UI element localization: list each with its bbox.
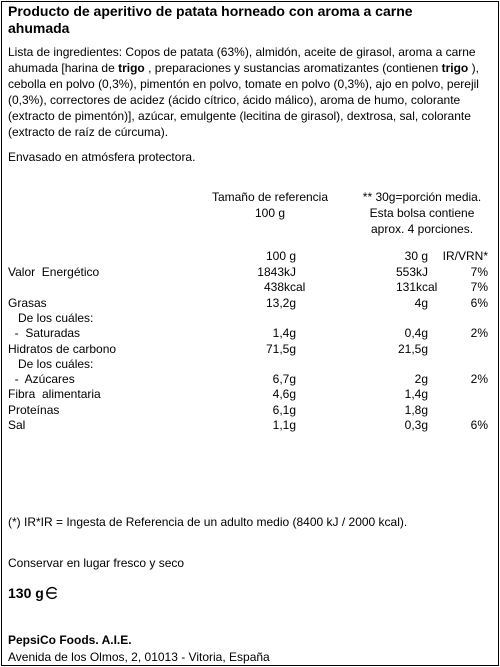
nutrient-label: Valor Energético xyxy=(8,265,100,279)
reference-size-title: Tamaño de referencia xyxy=(211,190,329,204)
col-header-ir: IR/VRN* xyxy=(442,249,488,263)
nutrient-label: De los cuáles: xyxy=(8,356,94,371)
portion-note-3: aprox. 4 porciones. xyxy=(370,222,474,236)
value-ir-vrn: 6% xyxy=(470,418,488,432)
company-name: PepsiCo Foods. A.I.E. xyxy=(8,633,132,647)
estimated-sign-icon xyxy=(45,586,59,600)
portion-note-1: ** 30g=porción media. xyxy=(362,190,482,204)
unit-100g: kcal xyxy=(284,280,306,295)
value-ir-vrn: 2% xyxy=(470,372,488,387)
nutrient-label: Grasas xyxy=(8,295,47,310)
packaging-note: Envasado en atmósfera protectora. xyxy=(8,150,196,164)
value-30g: 4g xyxy=(414,295,428,310)
nutrient-label: Sal xyxy=(8,418,26,432)
allergen-wheat-2: trigo xyxy=(441,61,469,75)
value-100g: 438 xyxy=(263,280,284,295)
value-30g: 1,8g xyxy=(404,402,428,417)
company-address: Avenida de los Olmos, 2, 01013 - Vitoria, España xyxy=(8,650,270,664)
nutrient-label: - Azúcares xyxy=(8,372,75,387)
value-ir-vrn: 6% xyxy=(470,295,488,310)
value-100g: 6,1g xyxy=(272,402,296,417)
value-ir-vrn: 7% xyxy=(470,265,488,279)
nutrient-label: De los cuáles: xyxy=(8,310,94,325)
net-weight xyxy=(8,584,59,602)
value-30g: 2g xyxy=(414,372,428,387)
net-weight-value: 130 g xyxy=(8,585,44,601)
value-100g: 1,1g xyxy=(272,418,296,432)
product-title-line1: Producto de aperitivo de patata horneado con aroma a carne xyxy=(8,3,413,19)
product-title-line2: ahumada xyxy=(8,20,70,36)
nutrient-label: - Saturadas xyxy=(8,326,81,341)
value-30g: 1,4g xyxy=(404,387,428,402)
allergen-wheat-1: trigo xyxy=(118,61,145,75)
portion-note-2: Esta bolsa contiene xyxy=(369,206,475,220)
value-100g: 4,6g xyxy=(272,387,296,402)
ir-footnote: (*) IR*IR = Ingesta de Referencia de un adulto medio (8400 kJ / 2000 kcal). xyxy=(8,515,408,529)
nutrient-label: Fibra alimentaria xyxy=(8,387,101,402)
value-100g: 13,2g xyxy=(265,295,296,310)
value-30g: 0,4g xyxy=(404,326,428,341)
unit-30g: kcal xyxy=(416,280,438,295)
ingredients-text-1: Lista de ingredientes: Copos de patata (63%), almidón, aceite de girasol, aroma a carne ahumada [harina de xyxy=(8,45,476,75)
value-30g: 0,3g xyxy=(404,418,428,432)
ingredients-text-2: , preparaciones y sustancias aromatizantes (contienen xyxy=(144,61,442,75)
col-header-30g: 30 g xyxy=(404,249,428,263)
col-header-100g: 100 g xyxy=(265,249,296,263)
ingredients-text-3: ), cebolla en polvo (0,3%), pimentón en polvo, tomate en polvo (0,3%), ajo en polvo, perejil (0,3%), correctores de acidez (ácido cítrico, ácido málico), aroma de humo, colorante (extracto de pimentón)], azúcar, emulgente (lecitina de girasol), dextrosa, sal, colorante (extracto de raíz de cúrcuma). xyxy=(8,61,479,139)
value-100g: 6,7g xyxy=(272,372,296,387)
ingredients-list xyxy=(8,44,494,140)
storage-instructions: Conservar en lugar fresco y seco xyxy=(8,556,185,570)
value-100g: 1,4g xyxy=(272,326,296,341)
reference-size-value: 100 g xyxy=(254,206,286,220)
value-ir-vrn: 7% xyxy=(470,280,488,295)
unit-30g: kJ xyxy=(416,265,428,279)
value-30g: 131 xyxy=(395,280,416,295)
value-30g: 553 xyxy=(395,265,416,279)
value-100g: 1843 xyxy=(257,265,284,279)
nutrient-label: Hidratos de carbono xyxy=(8,341,117,356)
nutrient-label: Proteínas xyxy=(8,402,60,417)
unit-100g: kJ xyxy=(284,265,296,279)
value-100g: 71,5g xyxy=(265,341,296,356)
value-30g: 21,5g xyxy=(397,341,428,356)
value-ir-vrn: 2% xyxy=(470,326,488,341)
